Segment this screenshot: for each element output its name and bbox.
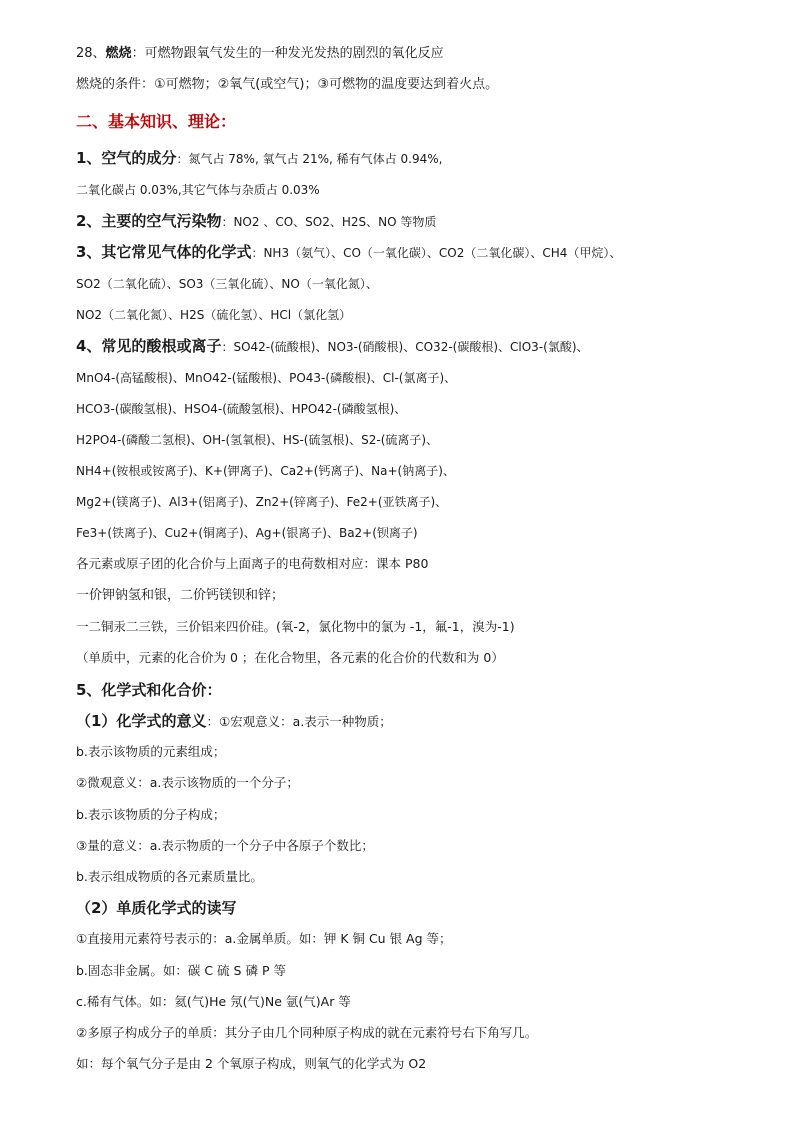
air-composition-text: ：氮气占 78%, 氧气占 21%, 稀有气体占 0.94%,	[176, 152, 443, 166]
formula-meaning-text: ：①宏观意义：a.表示一种物质；	[206, 714, 392, 729]
heading-air-pollutants: 2、主要的空气污染物	[76, 212, 222, 230]
element-formula-line-3: c.稀有气体。如：氦(气)He 氖(气)Ne 氩(气)Ar 等	[76, 994, 351, 1009]
meaning-line-3: b.表示该物质的分子构成；	[76, 807, 226, 822]
ions-line-1: MnO4-(高锰酸根)、MnO42-(锰酸根)、PO43-(磷酸根)、Cl-(氯离子)、	[76, 371, 457, 385]
valence-rule: （单质中，元素的化合价为 0 ；在化合物里，各元素的化合价的代数和为 0）	[76, 650, 504, 665]
definition-combustion	[76, 44, 444, 64]
valence-note: 各元素或原子团的化合价与上面离子的电荷数相对应：课本 P80	[76, 556, 429, 571]
acid-radicals	[76, 336, 589, 357]
element-formula-line-5: 如：每个氧气分子是由 2 个氧原子构成，则氧气的化学式为 O2	[76, 1056, 427, 1071]
ions-line-4: NH4+(铵根或铵离子)、K+(钾离子)、Ca2+(钙离子)、Na+(钠离子)、	[76, 464, 455, 478]
section-heading-basic-knowledge: 二、基本知识、理论：	[76, 112, 237, 131]
ions-line-5: Mg2+(镁离子)、Al3+(铝离子)、Zn2+(锌离子)、Fe2+(亚铁离子)、	[76, 495, 448, 509]
heading-element-formula: （2）单质化学式的读写	[76, 899, 237, 917]
combustion-conditions: 燃烧的条件：①可燃物；②氧气(或空气)；③可燃物的温度要达到着火点。	[76, 77, 499, 92]
ions-line-2: HCO3-(碳酸氢根)、HSO4-(硫酸氢根)、HPO42-(磷酸氢根)、	[76, 402, 407, 416]
meaning-line-1: b.表示该物质的元素组成；	[76, 744, 226, 759]
heading-formula-and-valence: 5、化学式和化合价：	[76, 681, 222, 699]
air-pollutants-text: ：NO2 、CO、SO2、H2S、NO 等物质	[221, 215, 437, 229]
heading-formula-meaning: （1）化学式的意义	[76, 712, 207, 730]
ions-line-6: Fe3+(铁离子)、Cu2+(铜离子)、Ag+(银离子)、Ba2+(钡离子)	[76, 526, 418, 540]
valence-rhyme-2: 一二铜汞二三铁，三价铝来四价硅。(氧-2，氯化物中的氯为 -1，氟-1，溴为-1)	[76, 619, 515, 634]
ions-line-3: H2PO4-(磷酸二氢根)、OH-(氢氧根)、HS-(硫氢根)、S2-(硫离子)、	[76, 433, 439, 447]
heading-acid-radicals: 4、常见的酸根或离子	[76, 337, 222, 355]
term-combustion: 燃烧	[105, 46, 132, 61]
gas-formulas-cont-2: NO2（二氧化氮）、H2S（硫化氢）、HCl（氯化氢）	[76, 308, 352, 322]
formula-meaning	[76, 711, 392, 732]
heading-gas-formulas: 3、其它常见气体的化学式	[76, 243, 252, 261]
acid-radicals-text: ：SO42-(硫酸根)、NO3-(硝酸根)、CO32-(碳酸根)、ClO3-(氯酸)、	[221, 340, 589, 354]
definition-text: ：可燃物跟氧气发生的一种发光发热的剧烈的氧化反应	[131, 46, 444, 61]
item-number: 28、	[76, 46, 106, 61]
air-composition-cont: 二氧化碳占 0.03%,其它气体与杂质占 0.03%	[76, 183, 320, 197]
meaning-line-5: b.表示组成物质的各元素质量比。	[76, 869, 263, 884]
element-formula-line-2: b.固态非金属。如：碳 C 硫 S 磷 P 等	[76, 963, 286, 978]
gas-formulas	[76, 242, 621, 263]
meaning-line-4: ③量的意义：a.表示物质的一个分子中各原子个数比；	[76, 838, 374, 853]
gas-formulas-cont-1: SO2（二氧化硫）、SO3（三氧化硫）、NO（一氧化氮）、	[76, 277, 378, 291]
element-formula-line-1: ①直接用元素符号表示的：a.金属单质。如：钾 K 铜 Cu 银 Ag 等；	[76, 931, 452, 946]
air-pollutants	[76, 211, 436, 232]
gas-formulas-text: ：NH3（氨气）、CO（一氧化碳）、CO2（二氧化碳）、CH4（甲烷）、	[251, 246, 622, 260]
element-formula-line-4: ②多原子构成分子的单质：其分子由几个同种原子构成的就在元素符号右下角写几。	[76, 1025, 538, 1040]
meaning-line-2: ②微观意义：a.表示该物质的一个分子；	[76, 775, 299, 790]
valence-rhyme-1: 一价钾钠氢和银，二价钙镁钡和锌；	[76, 588, 285, 603]
heading-air-composition: 1、空气的成分	[76, 149, 177, 167]
air-composition	[76, 148, 442, 169]
